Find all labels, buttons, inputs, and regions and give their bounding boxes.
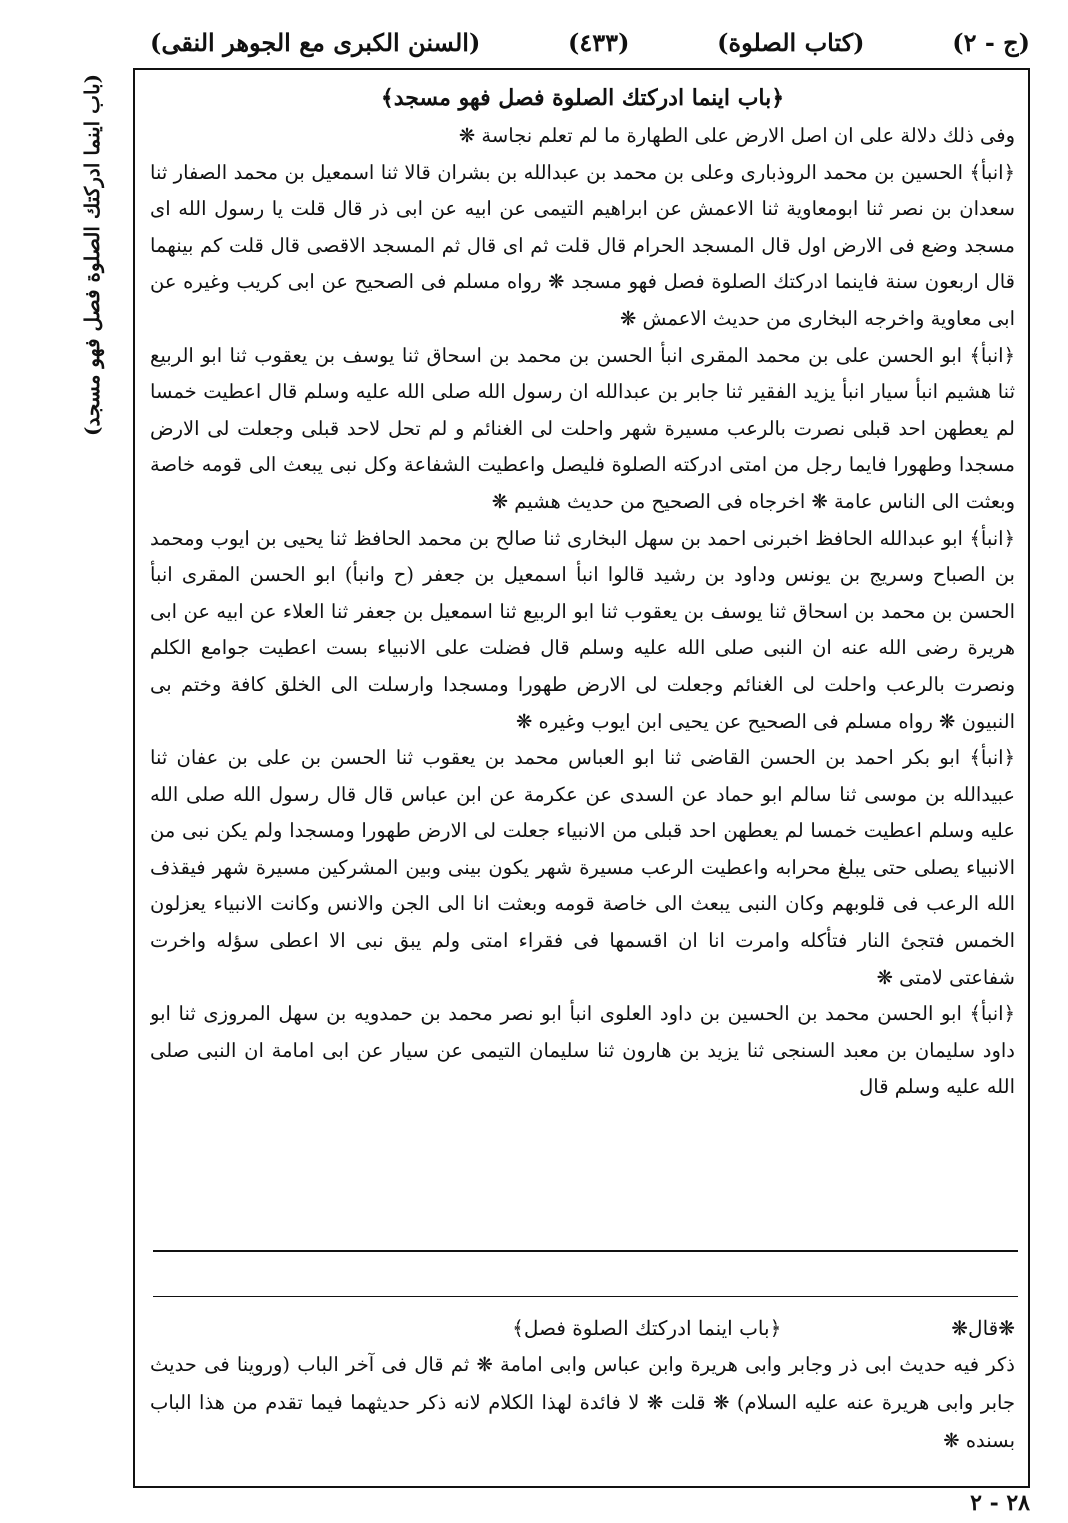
page-header	[150, 22, 1030, 62]
commentary-label: ❋قال❋	[951, 1316, 1015, 1340]
main-text	[150, 78, 1015, 1248]
paragraph-hadith-5: ﴿انبأ﴾ ابو الحسن محمد بن الحسين بن داود العلوى انبأ ابو نصر محمد بن حمدويه بن سهل المروزى ثنا ابو داود سليمان بن معبد السنجى ثنا يزيد بن هارون ثنا سليمان التيمى عن سيار عن ابى امامة ان النبى صلى الله عليه وسلم قال	[150, 1002, 1015, 1099]
paragraph-intro: وفى ذلك دلالة على ان اصل الارض على الطهارة ما لم تعلم نجاسة ❋	[458, 124, 1015, 147]
commentary-divider	[153, 1296, 1018, 1297]
paragraph-hadith-4: ﴿انبأ﴾ ابو بكر احمد بن الحسن القاضى ثنا ابو العباس محمد بن يعقوب ثنا الحسن بن على بن عفان ثنا عبيدالله بن موسى ثنا سالم ابو حماد عن السدى عن عكرمة عن ابن عباس قال قال رسول الله صلى الله عليه وسلم اعطيت خمسا لم يعطهن احد قبلى من الانبياء جعلت لى الارض طهورا ومسجدا ولم يكن نبى من الانبياء يصلى حتى يبلغ محرابه واعطيت الرعب مسيرة شهر يكون بينى وبين المشركين مسيرة شهر فيقذف الله الرعب فى قلوبهم وكان النبى يبعث الى خاصة قومه وبعثت انا الى الجن والانس وكانت الانبياء يعزلون الخمس فتجئ النار فتأكله وامرت انا ان اقسمها فى فقراء امتى ولم يبق نبى الا اعطى سؤله واخرت شفاعتى لامتى ❋	[150, 746, 1015, 989]
commentary-heading	[150, 1310, 1015, 1346]
commentary-section	[150, 1310, 1015, 1460]
commentary-title: ﴿باب اينما ادركتك الصلوة فصل﴾	[512, 1316, 782, 1340]
page-footer-number: ٢٨ - ٢	[970, 1490, 1030, 1516]
page-number-top: (٤٣٣)	[568, 27, 630, 57]
commentary-text: ذكر فيه حديث ابى ذر وجابر وابى هريرة وابن عباس وابى امامة ❋ ثم قال فى آخر الباب (وروينا فى حديث جابر وابى هريرة عنه عليه السلام) ❋ قلت ❋ لا فائدة لهذا الكلام لانه ذكر حديثهما فيما تقدم من هذا الباب بسنده ❋	[150, 1353, 1015, 1452]
paragraph-hadith-3: ﴿انبأ﴾ ابو عبدالله الحافظ اخبرنى احمد بن سهل البخارى ثنا صالح بن محمد الحافظ ثنا يحيى بن ايوب ومحمد بن الصباح وسريج بن يونس وداود بن رشيد قالوا انبأ اسمعيل بن جعفر (ح وانبأ) ابو الحسن المقرى انبأ الحسن بن محمد بن اسحاق ثنا يوسف بن يعقوب ثنا ابو الربيع ثنا اسمعيل بن جعفر ثنا العلاء عن ابيه عن ابى هريرة رضى الله عنه ان النبى صلى الله عليه وسلم قال فضلت على الانبياء بست اعطيت جوامع الكلم ونصرت بالرعب واحلت لى الغنائم وجعلت لى الارض طهورا ومسجدا وارسلت الى الخلق كافة وختم بى النبيون ❋ رواه مسلم فى الصحيح عن يحيى ابن ايوب وغيره ❋	[150, 526, 1015, 733]
chapter-title: ﴿باب اينما ادركتك الصلوة فصل فهو مسجد﴾	[380, 85, 785, 111]
volume-label: (ج - ٢)	[952, 27, 1030, 57]
section-divider	[153, 1250, 1018, 1252]
paragraph-hadith-2: ﴿انبأ﴾ ابو الحسن على بن محمد المقرى انبأ الحسن بن محمد بن اسحاق ثنا يوسف بن يعقوب ثنا ابو الربيع ثنا هشيم انبأ سيار انبأ يزيد الفقير ثنا جابر بن عبدالله ان رسول الله صلى الله عليه وسلم قال اعطيت خمسا لم يعطهن احد قبلى نصرت بالرعب مسيرة شهر واحلت لى الغنائم و لم تحل لاحد قبلى وجعلت لى الارض مسجدا وطهورا فايما رجل من امتى ادركته الصلوة فليصل واعطيت الشفاعة وكل نبى يبعث الى قومه خاصة وبعثت الى الناس عامة ❋ اخرجاه فى الصحيح من حديث هشيم ❋	[150, 343, 1015, 513]
side-chapter-label: (باب اينما ادركتك الصلوة فصل فهو مسجد)	[80, 73, 104, 437]
book-title: (السنن الكبرى مع الجوهر النقى)	[150, 27, 481, 57]
paragraph-hadith-1: ﴿انبأ﴾ الحسين بن محمد الروذبارى وعلى بن محمد بن عبدالله بن بشران قالا ثنا اسمعيل بن محمد الصفار ثنا سعدان بن نصر ثنا ابومعاوية ثنا الاعمش عن ابراهيم التيمى عن ابيه عن ابى ذر قال قلت يا رسول الله اى مسجد وضع فى الارض اول قال المسجد الحرام قال قلت ثم اى قال ثم المسجد الاقصى قال قلت كم بينهما قال اربعون سنة فاينما ادركتك الصلوة فصل فهو مسجد ❋ رواه مسلم فى الصحيح عن ابى كريب وغيره عن ابى معاوية واخرجه البخارى من حديث الاعمش ❋	[150, 160, 1015, 330]
section-title: (كتاب الصلوة)	[717, 27, 865, 57]
